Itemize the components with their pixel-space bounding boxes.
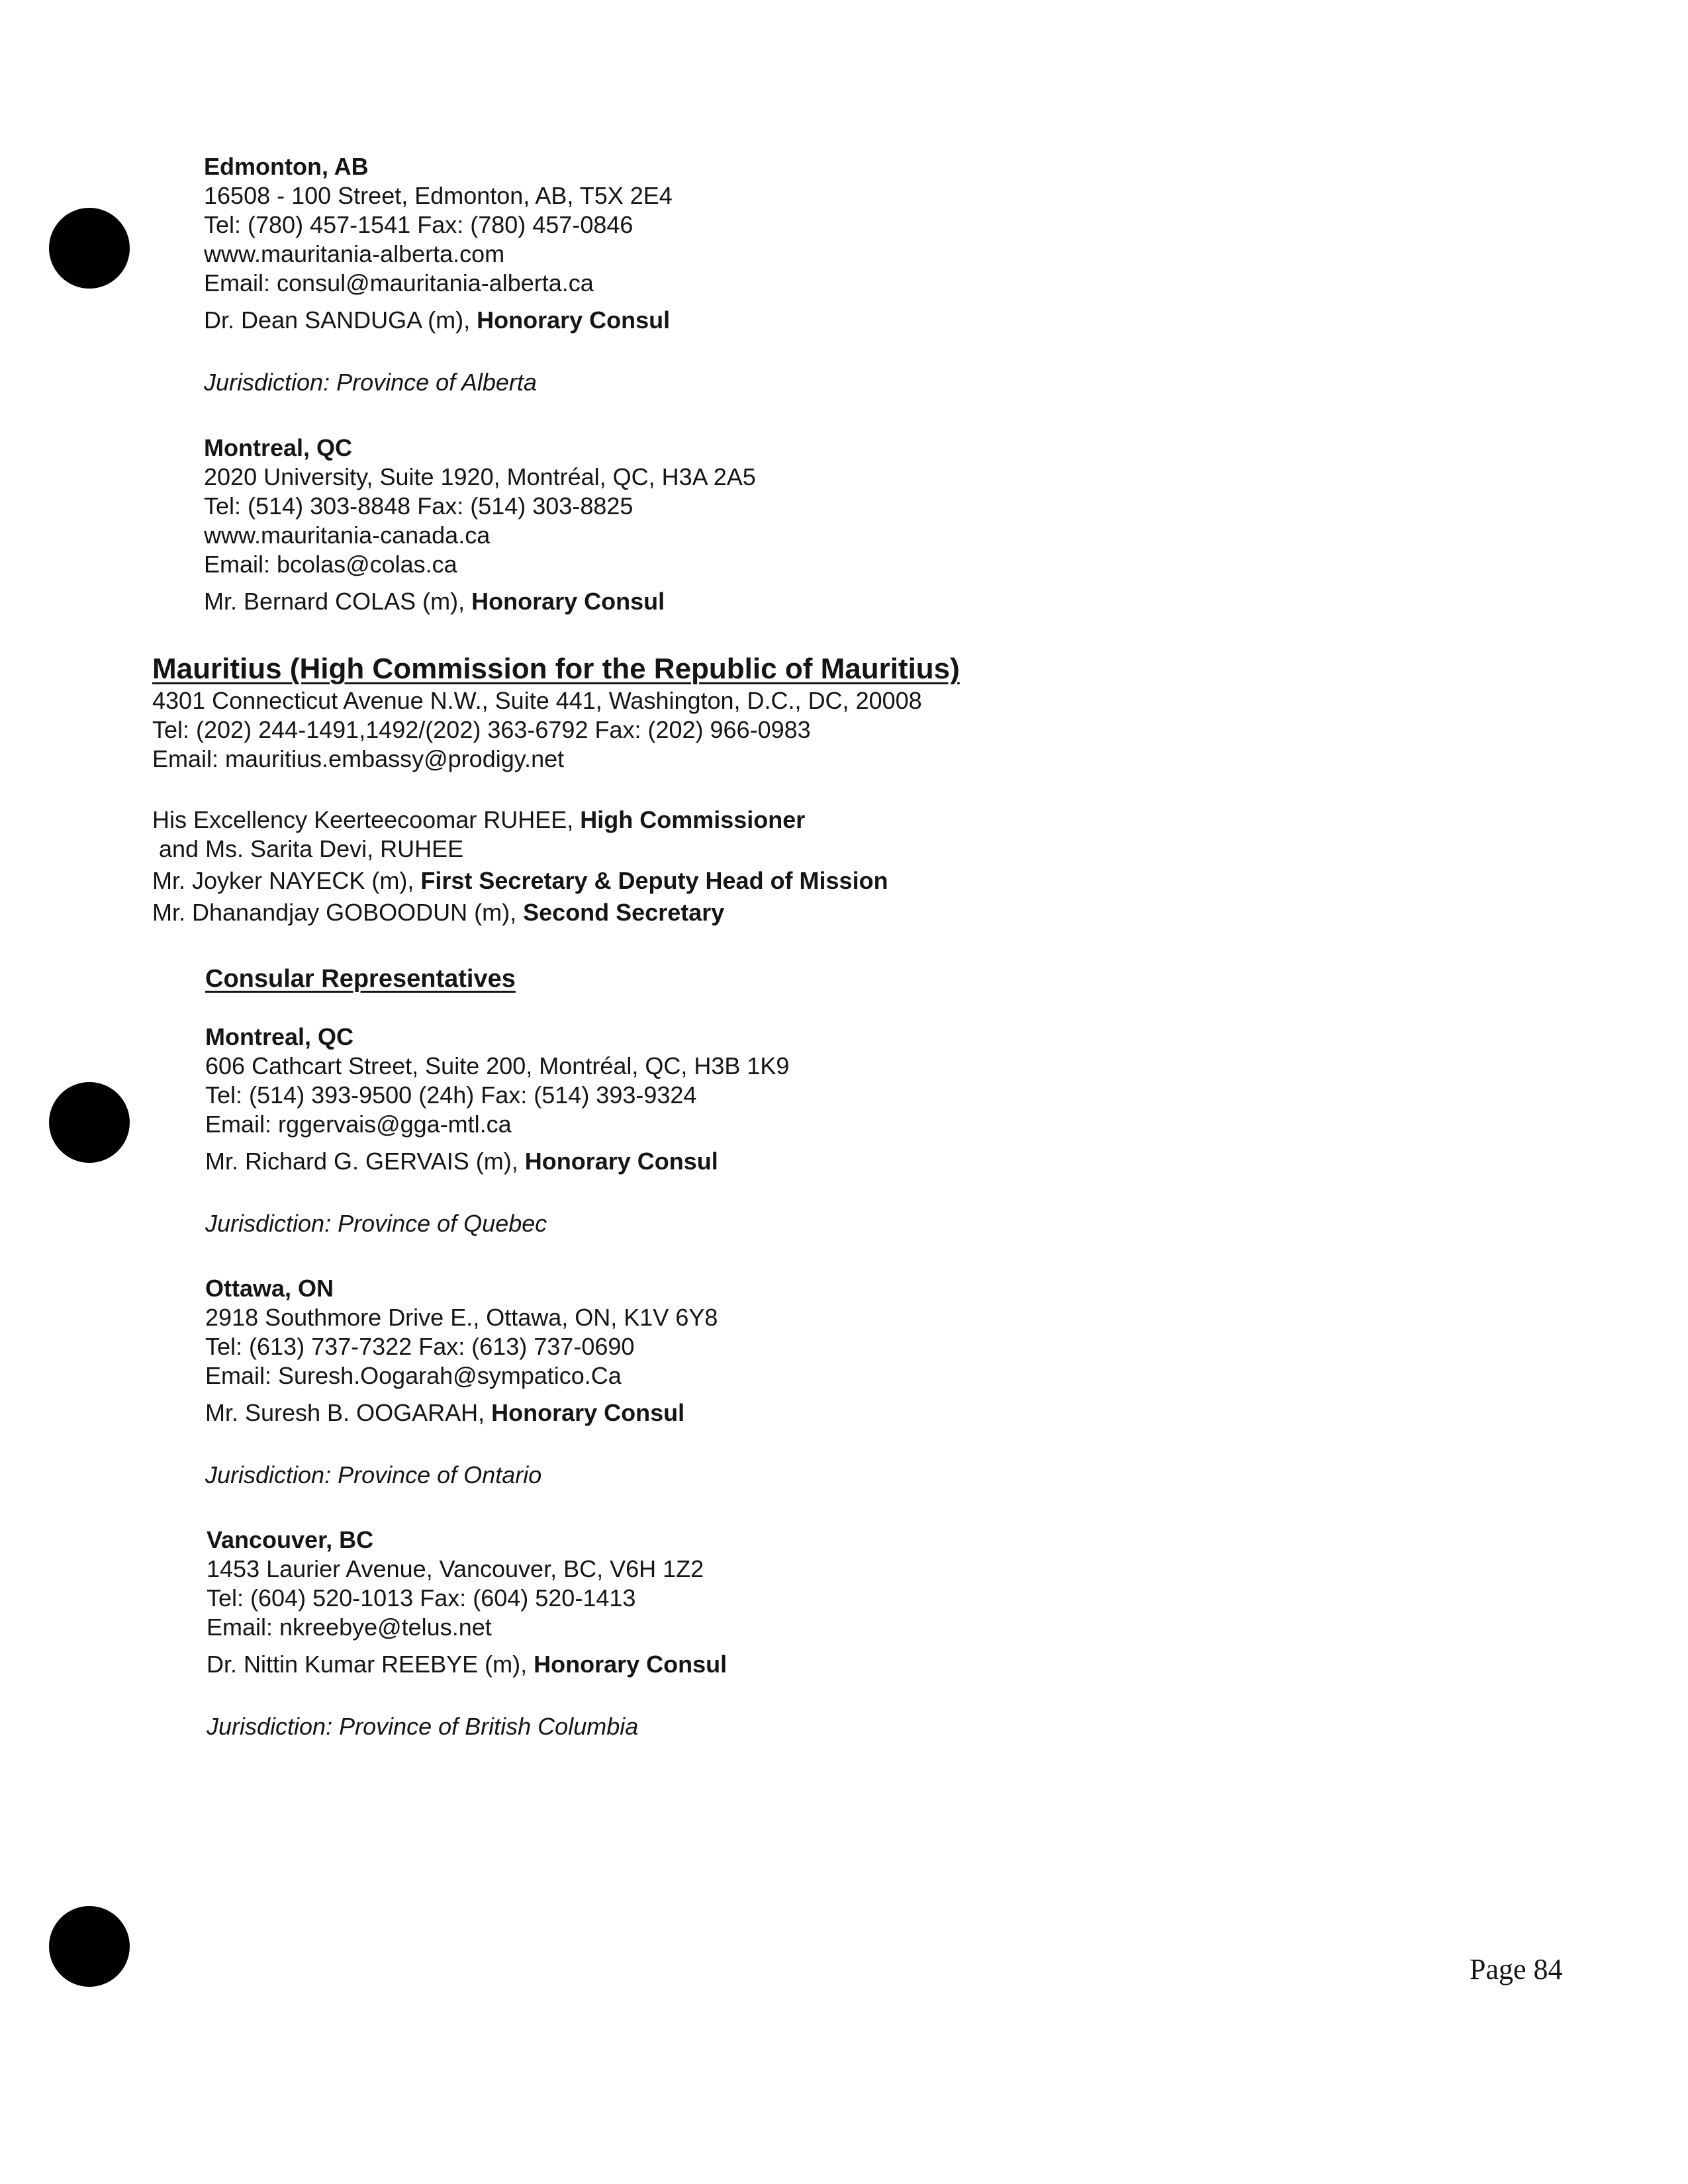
staff-member <box>152 805 960 835</box>
city-heading: Edmonton, AB <box>204 153 369 180</box>
page-number: Page 84 <box>1470 1953 1563 1985</box>
consul-person <box>205 1398 718 1428</box>
city-heading: Montreal, QC <box>204 434 353 461</box>
consular-heading-block <box>205 963 516 995</box>
consul-entry-montreal-mauritius <box>205 1023 789 1238</box>
phone-fax: Tel: (514) 303-8848 Fax: (514) 303-8825 <box>204 492 633 520</box>
consul-person <box>205 1147 789 1176</box>
email: Email: nkreebye@telus.net <box>207 1614 492 1641</box>
jurisdiction: Jurisdiction: Province of Quebec <box>205 1210 547 1237</box>
staff-title: First Secretary & Deputy Head of Mission <box>420 867 888 894</box>
consul-entry-ottawa <box>205 1274 718 1490</box>
email: Email: consul@mauritania-alberta.ca <box>204 269 594 296</box>
email: Email: rggervais@gga-mtl.ca <box>205 1111 512 1138</box>
mauritius-section <box>152 652 960 927</box>
staff-member <box>152 866 960 895</box>
email: Email: bcolas@colas.ca <box>204 551 457 578</box>
phone-fax: Tel: (514) 393-9500 (24h) Fax: (514) 393-9324 <box>205 1081 697 1109</box>
city-heading: Montreal, QC <box>205 1023 354 1050</box>
staff-title: Second Secretary <box>523 899 725 926</box>
address: 16508 - 100 Street, Edmonton, AB, T5X 2E4 <box>204 182 673 209</box>
consul-entry-edmonton <box>204 152 673 397</box>
consul-person <box>204 587 756 616</box>
punch-hole-bottom <box>49 1906 130 1987</box>
person-name: Mr. Bernard COLAS (m), <box>204 588 472 615</box>
city-heading: Vancouver, BC <box>207 1526 374 1553</box>
country-heading: Mauritius (High Commission for the Republic of Mauritius) <box>152 653 960 685</box>
address: 4301 Connecticut Avenue N.W., Suite 441, Washington, D.C., DC, 20008 <box>152 687 922 714</box>
address: 1453 Laurier Avenue, Vancouver, BC, V6H 1Z2 <box>207 1555 704 1582</box>
city-heading: Ottawa, ON <box>205 1275 334 1302</box>
consular-representatives-heading: Consular Representatives <box>205 965 516 993</box>
address: 2020 University, Suite 1920, Montréal, QC, H3A 2A5 <box>204 463 756 490</box>
punch-hole-top <box>49 208 130 289</box>
consul-entry-montreal-mauritania <box>204 433 756 616</box>
consul-person <box>204 306 673 335</box>
phone-fax: Tel: (604) 520-1013 Fax: (604) 520-1413 <box>207 1584 636 1612</box>
staff-member <box>152 898 960 927</box>
address: 606 Cathcart Street, Suite 200, Montréal, QC, H3B 1K9 <box>205 1052 790 1079</box>
staff-name: and Ms. Sarita Devi, RUHEE <box>152 835 464 862</box>
email: Email: Suresh.Oogarah@sympatico.Ca <box>205 1362 622 1389</box>
staff-name: His Excellency Keerteecoomar RUHEE, <box>152 806 581 833</box>
person-title: Honorary Consul <box>524 1148 718 1175</box>
address: 2918 Southmore Drive E., Ottawa, ON, K1V 6Y8 <box>205 1304 718 1331</box>
punch-hole-middle <box>49 1082 130 1163</box>
staff-title: High Commissioner <box>580 806 806 833</box>
consul-person <box>207 1650 727 1679</box>
person-name: Mr. Richard G. GERVAIS (m), <box>205 1148 525 1175</box>
website: www.mauritania-canada.ca <box>204 522 491 549</box>
jurisdiction: Jurisdiction: Province of Ontario <box>205 1461 542 1488</box>
staff-member <box>152 835 960 864</box>
person-name: Dr. Dean SANDUGA (m), <box>204 306 477 334</box>
phone-fax: Tel: (613) 737-7322 Fax: (613) 737-0690 <box>205 1333 635 1360</box>
staff-name: Mr. Dhanandjay GOBOODUN (m), <box>152 899 524 926</box>
person-title: Honorary Consul <box>471 588 665 615</box>
phone-fax: Tel: (780) 457-1541 Fax: (780) 457-0846 <box>204 211 633 238</box>
jurisdiction: Jurisdiction: Province of Alberta <box>204 369 537 396</box>
website: www.mauritania-alberta.com <box>204 240 505 267</box>
email: Email: mauritius.embassy@prodigy.net <box>152 745 565 772</box>
person-name: Dr. Nittin Kumar REEBYE (m), <box>207 1651 534 1678</box>
person-name: Mr. Suresh B. OOGARAH, <box>205 1399 492 1426</box>
person-title: Honorary Consul <box>534 1651 727 1678</box>
phone-fax: Tel: (202) 244-1491,1492/(202) 363-6792 Fax: (202) 966-0983 <box>152 716 811 743</box>
consul-entry-vancouver <box>207 1525 727 1741</box>
staff-name: Mr. Joyker NAYECK (m), <box>152 867 421 894</box>
person-title: Honorary Consul <box>491 1399 685 1426</box>
jurisdiction: Jurisdiction: Province of British Columbia <box>207 1713 639 1740</box>
person-title: Honorary Consul <box>477 306 671 334</box>
